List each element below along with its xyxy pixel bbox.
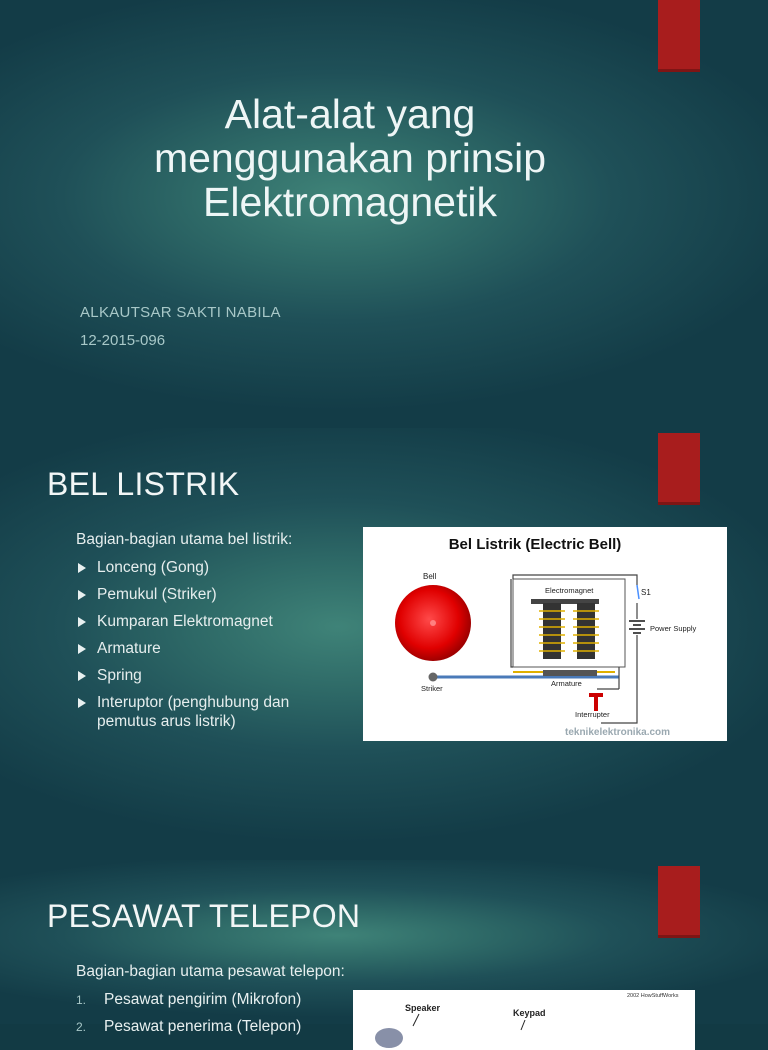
section-title: BEL LISTRIK [47,466,240,502]
diagram-title: Bel Listrik (Electric Bell) [448,536,622,553]
list-item: Armature [76,639,346,658]
label-s1: S1 [641,588,651,597]
list-item: Kumparan Elektromagnet [76,612,346,631]
label-electromagnet: Electromagnet [545,586,594,595]
label-keypad: Keypad [513,1008,546,1018]
label-striker: Striker [421,684,443,693]
list-item: 1. Pesawat pengirim (Mikrofon) [76,991,302,1008]
label-interrupter: Interrupter [575,710,610,719]
label-bell: Bell [423,572,437,581]
electric-bell-diagram [363,527,727,741]
accent-bar [658,0,700,72]
intro-text: Bagian-bagian utama pesawat telepon: [76,963,345,980]
list-item: Pemukul (Striker) [76,585,346,604]
list-item: Interuptor (penghubung dan pemutus arus listrik) [76,693,346,731]
label-speaker: Speaker [405,1003,441,1013]
list-item: Spring [76,666,346,685]
list-item: 2. Pesawat penerima (Telepon) [76,1018,302,1035]
diagram-credit: teknikelektronika.com [565,727,671,738]
label-armature: Armature [551,679,582,688]
student-id: 12-2015-096 [80,332,166,349]
parts-list [76,990,346,1044]
label-power-supply: Power Supply [650,624,697,633]
diagram-credit: 2002 HowStuffWorks [627,993,679,999]
title-slide [0,0,768,428]
author-name: ALKAUTSAR SAKTI NABILA [80,304,281,321]
intro-text: Bagian-bagian utama bel listrik: [76,531,293,548]
pesawat-telepon-slide [0,860,768,1035]
bel-listrik-slide [0,428,768,860]
accent-bar [658,866,700,938]
section-title: PESAWAT TELEPON [47,898,361,934]
parts-list [76,558,346,739]
accent-bar [658,433,700,505]
list-item: Lonceng (Gong) [76,558,346,577]
striker-ball [429,673,438,682]
telephone-diagram [353,990,695,1050]
presentation-title: Alat-alat yang menggunakan prinsip Elektromagnetik [153,91,547,225]
